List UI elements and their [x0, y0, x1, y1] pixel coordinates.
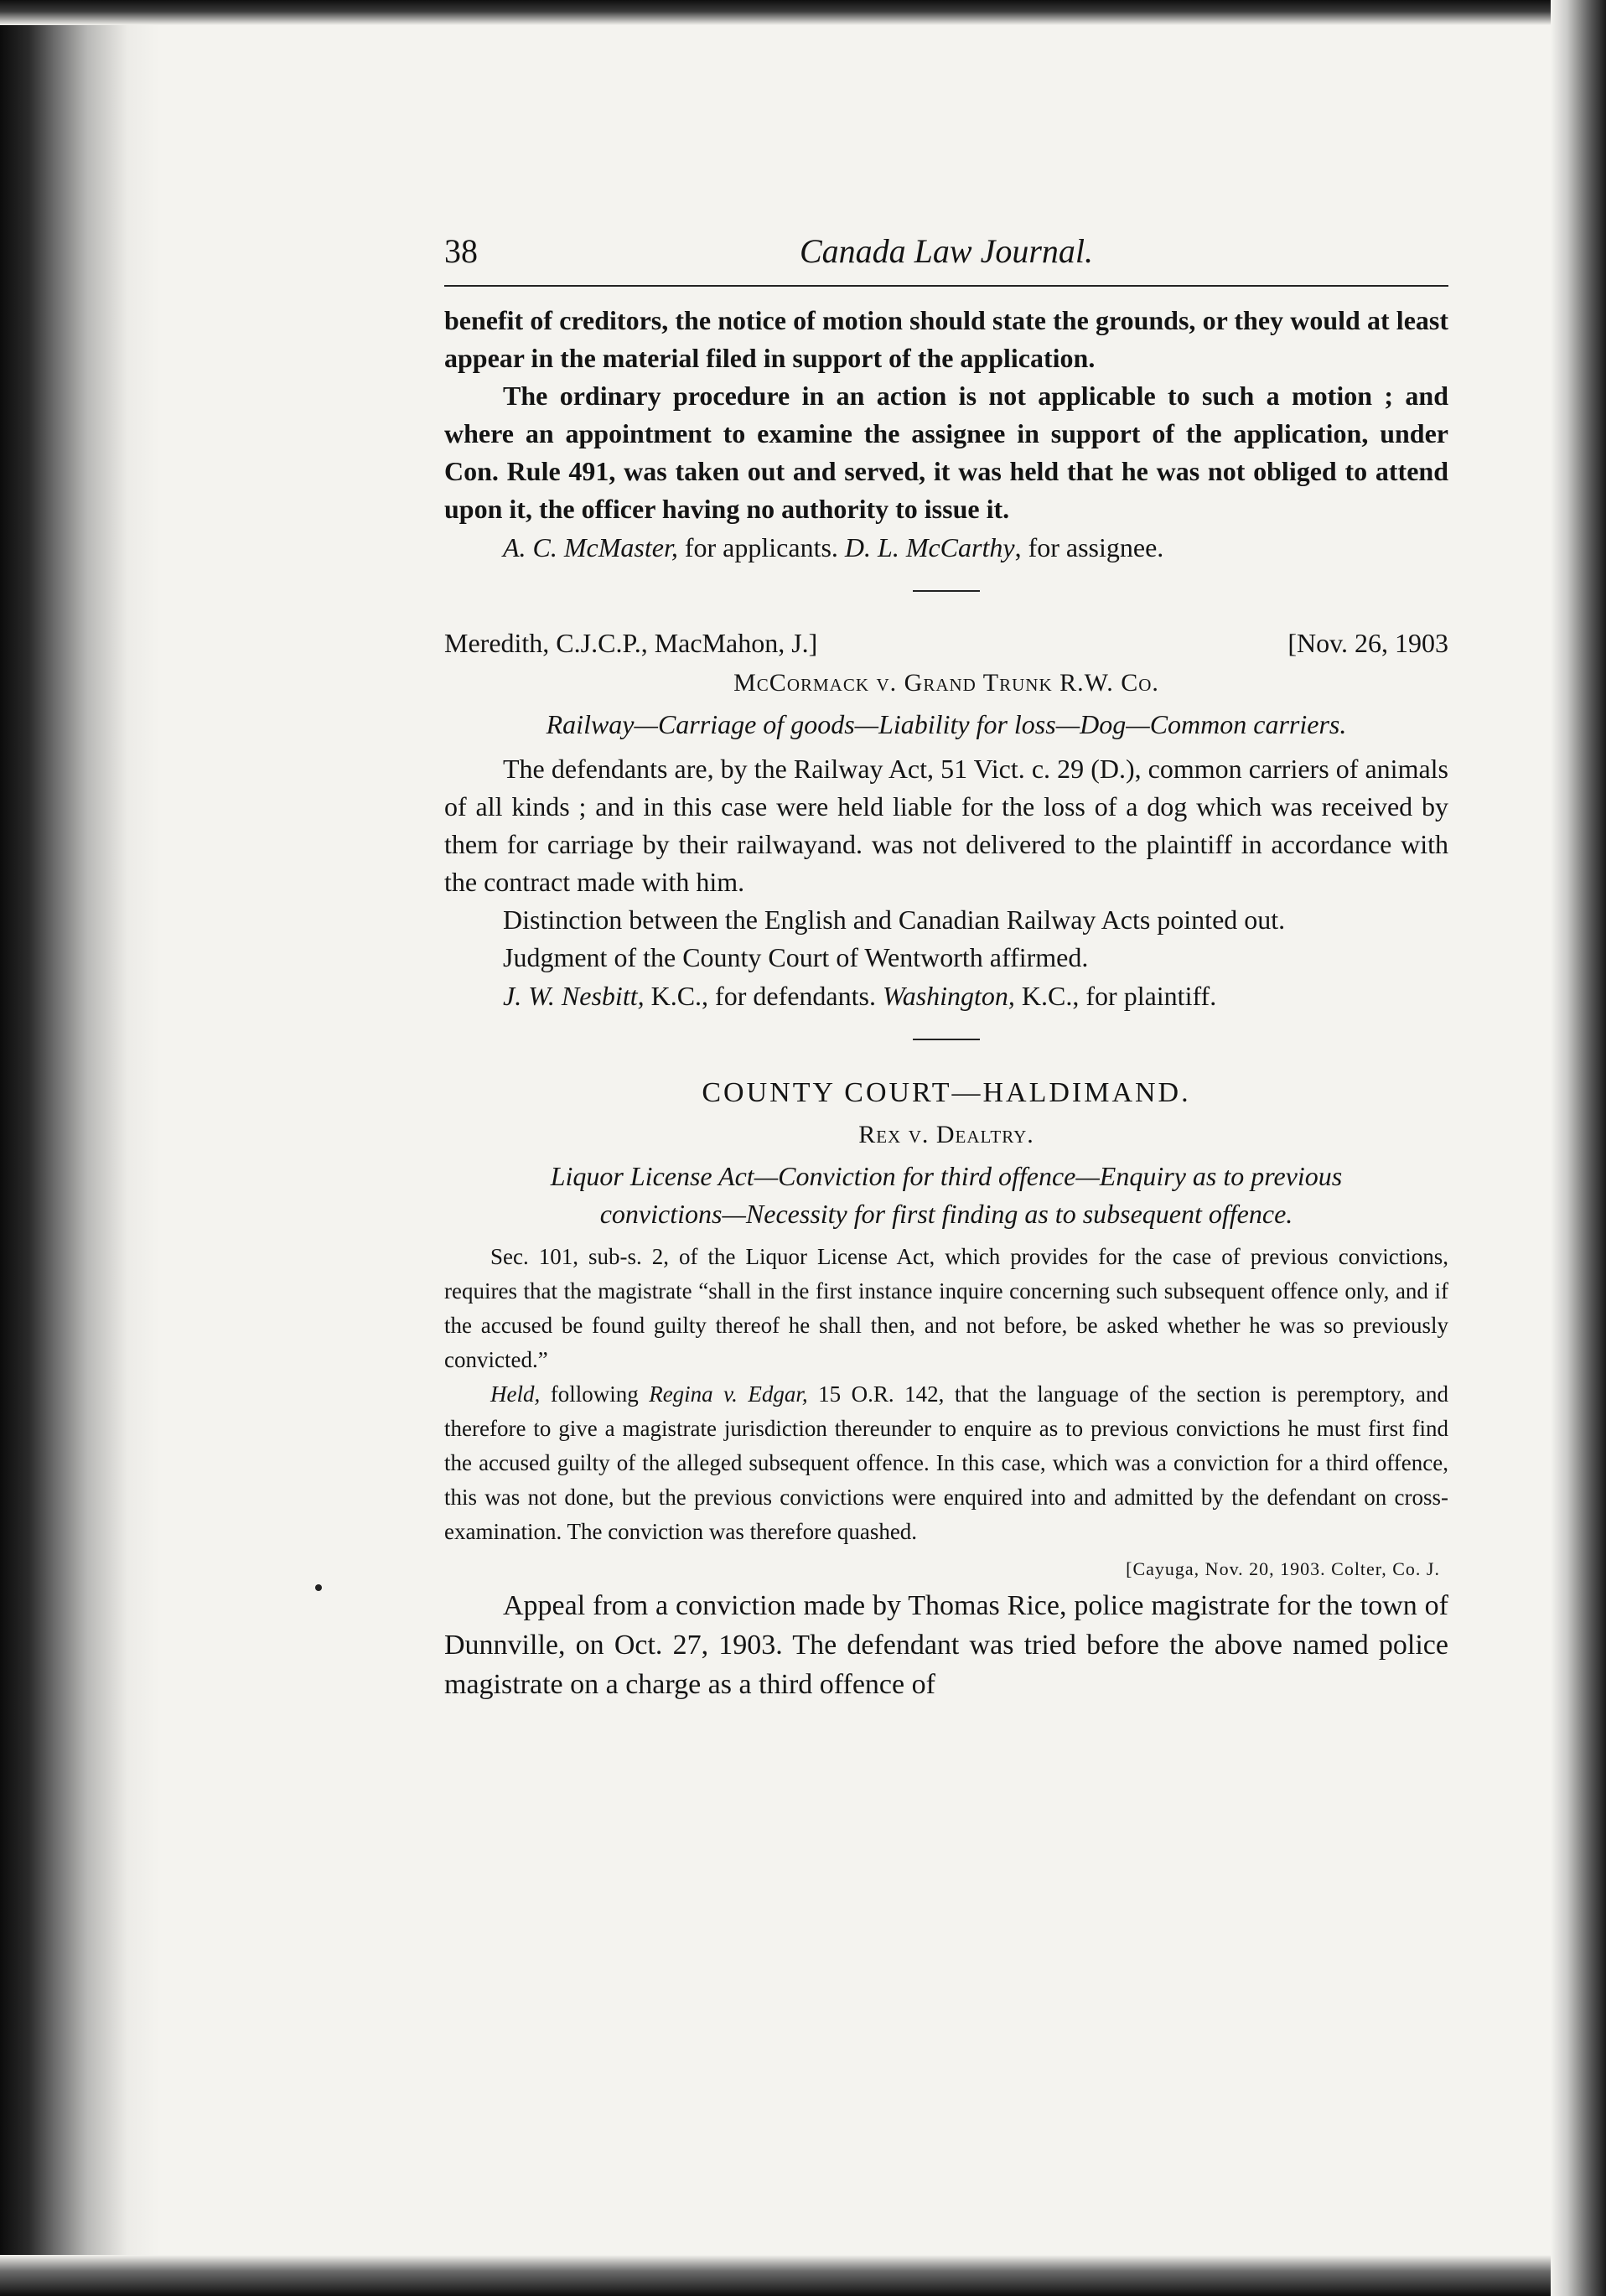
case-date: [Nov. 26, 1903: [1287, 628, 1448, 658]
held-label: Held,: [490, 1381, 541, 1407]
case-paragraph-2: Distinction between the English and Canadian Railway Acts pointed out.: [503, 904, 1286, 935]
intro-paragraph-2: The ordinary procedure in an action is not applicable to such a motion ; and where an appointment to examine the assignee in support of the application, under Con. Rule 491, was taken out and served, it was held that he was not obliged to attend upon it, the officer having no authority to issue it.: [444, 381, 1448, 524]
counsel-role: for applicants.: [677, 532, 845, 562]
headnote-text: following: [540, 1381, 650, 1407]
catchwords-line: Liquor License Act—Conviction for third offence—Enquiry as to previous: [550, 1161, 1343, 1191]
case-paragraph-3: Judgment of the County Court of Wentworth affirmed.: [503, 942, 1089, 972]
intro-section: [444, 302, 1448, 567]
scan-top-edge: [0, 0, 1606, 25]
section-divider: [913, 1039, 980, 1040]
case-name: McCormack v. Grand Trunk R.W. Co.: [733, 669, 1159, 697]
counsel-role: K.C., for plaintiff.: [1014, 981, 1217, 1011]
case-mccormack: [444, 624, 1448, 1015]
case-header: [444, 624, 1448, 662]
case-body: [444, 1586, 1448, 1704]
headnote-text: 15 O.R. 142, that the language of the section is peremptory, and therefore to give a magistrate jurisdiction thereunder to enquire as to previous convictions he must first find the accused guilty of the alleged subsequent offence. In this case, which was a conviction for a third offence, this was not done, but the previous convictions were enquired into and admitted by the defendant on cross-examination. The conviction was therefore quashed.: [444, 1381, 1448, 1544]
counsel-name: J. W. Nesbitt,: [503, 981, 645, 1011]
case-paragraph-1: The defendants are, by the Railway Act, 51 Vict. c. 29 (D.), common carriers of animals of all kinds ; and in this case were held liable for the loss of a dog which was received by them for carriage by their railwayand. was not delivered to the plaintiff in accordance with the contract made with him.: [444, 754, 1448, 897]
counsel-name: D. L. McCarthy: [844, 532, 1015, 562]
page-number: 38: [444, 232, 478, 270]
headnote-paragraph-1: Sec. 101, sub-s. 2, of the Liquor License Act, which provides for the case of previous convictions, requires that the magistrate “shall in the first instance inquire concerning such subsequent offence only, and if the accused be found guilty thereof he shall then, and not before, be asked whether he was so previously convicted.”: [444, 1244, 1448, 1372]
intro-paragraph-1: benefit of creditors, the notice of motion should state the grounds, or they would at least appear in the material filed in support of the application.: [444, 305, 1448, 373]
court-section-title: COUNTY COURT—HALDIMAND.: [702, 1077, 1191, 1108]
scan-right-edge: [1551, 0, 1606, 2296]
case-catchwords: [444, 1158, 1448, 1233]
case-rex-dealtry: [444, 1116, 1448, 1704]
court-citation-line: [Cayuga, Nov. 20, 1903. Colter, Co. J.: [1126, 1558, 1440, 1579]
case-judges: Meredith, C.J.C.P., MacMahon, J.]: [444, 628, 818, 658]
cited-case: Regina v. Edgar,: [649, 1381, 808, 1407]
counsel-role: , for assignee.: [1014, 532, 1164, 562]
scan-binding-edge: [0, 0, 159, 2296]
running-header: [444, 226, 1448, 287]
counsel-role: K.C., for defendants.: [644, 981, 883, 1011]
case-catchwords: Railway—Carriage of goods—Liability for loss—Dog—Common carriers.: [546, 709, 1347, 739]
ink-speck: [315, 1584, 322, 1591]
section-divider: [913, 590, 980, 592]
case-counsel-line: [444, 977, 1448, 1015]
headnote-paragraph-2: [444, 1377, 1448, 1549]
case-name: Rex v. Dealtry.: [858, 1121, 1034, 1148]
body-paragraph: Appeal from a conviction made by Thomas Rice, police magistrate for the town of Dunnville, on Oct. 27, 1903. The defendant was tried before the above named police magistrate on a charge as a third offence of: [444, 1590, 1448, 1700]
counsel-name: Washington,: [882, 981, 1015, 1011]
counsel-name: A. C. McMaster,: [503, 532, 678, 562]
headnote: [444, 1240, 1448, 1549]
intro-counsel-line: [444, 528, 1448, 567]
scan-bottom-edge: [0, 2255, 1606, 2296]
catchwords-line: convictions—Necessity for first finding as to subsequent offence.: [599, 1199, 1293, 1229]
journal-title: Canada Law Journal.: [799, 232, 1094, 270]
page-content: [444, 226, 1448, 1704]
